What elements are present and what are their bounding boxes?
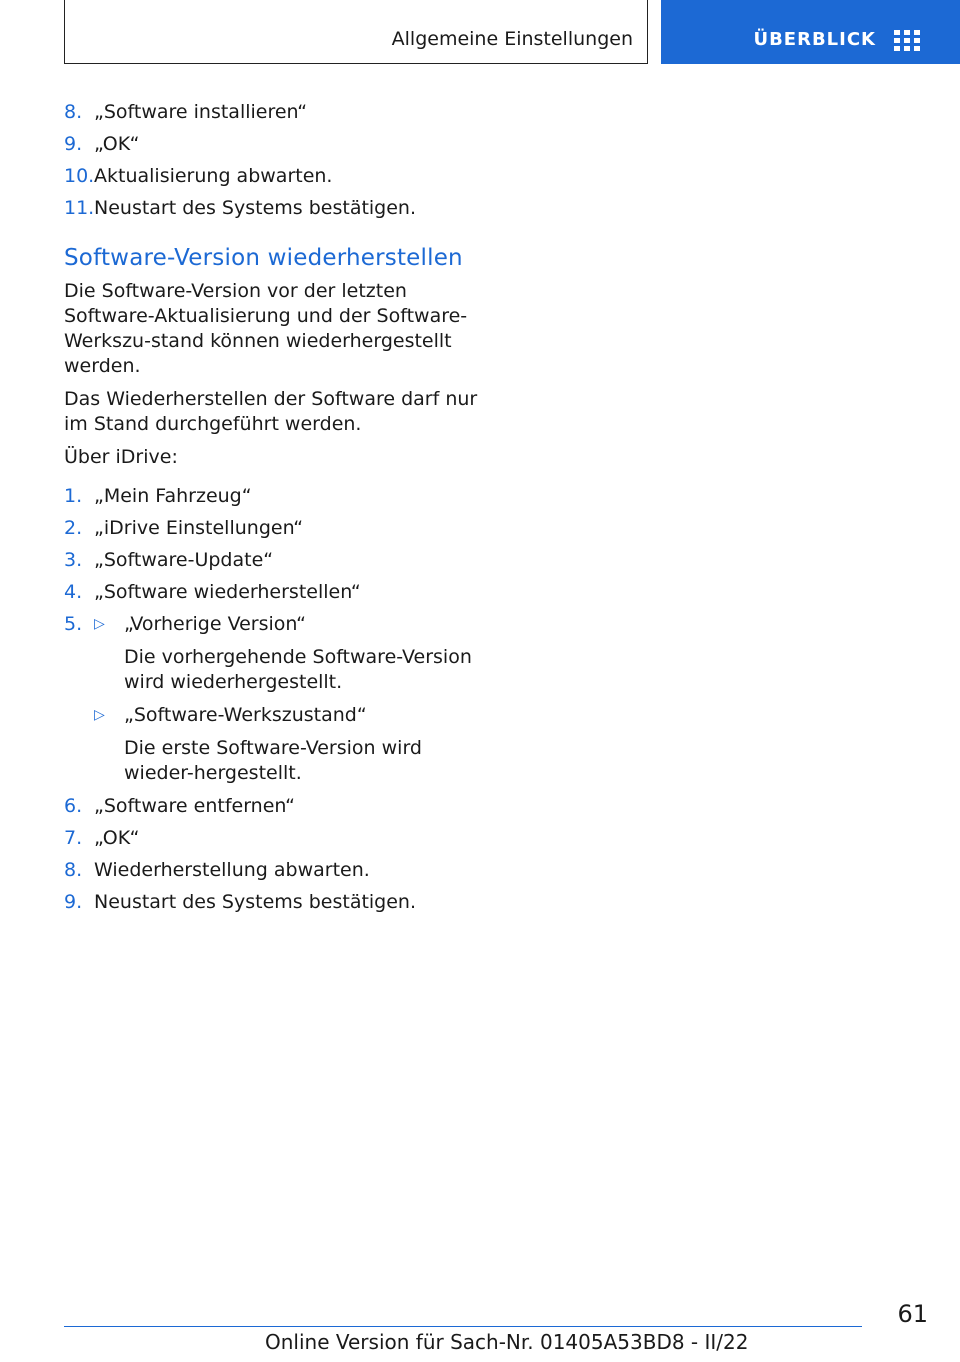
step-number: 9. — [64, 891, 83, 913]
section-paragraph: Die Software-Version vor der letzten Software-Aktualisierung und der Software-Werkszu-stand können wiederhergestellt werden. — [64, 280, 468, 377]
option-label: „Software-Werkszustand“ — [124, 704, 367, 726]
step-text: „iDrive Einstellungen“ — [94, 517, 304, 539]
overview-tab-label: ÜBERBLICK — [753, 29, 876, 50]
top-step-list — [64, 100, 484, 221]
option-description: Die erste Software-Version wird wieder-hergestellt. — [124, 737, 422, 784]
section-paragraph: Über iDrive: — [64, 446, 178, 468]
step-text: „Software entfernen“ — [94, 795, 295, 817]
step-number: 11. — [64, 197, 95, 219]
step-text: „OK“ — [94, 133, 140, 155]
option-item — [94, 703, 484, 728]
list-item — [64, 580, 484, 605]
step-text: Neustart des Systems bestätigen. — [94, 891, 417, 913]
list-item — [64, 164, 484, 189]
step-text: „Mein Fahrzeug“ — [94, 485, 252, 507]
option-label: „Vorherige Version“ — [124, 613, 306, 635]
list-item — [64, 794, 484, 819]
list-item — [64, 100, 484, 125]
option-description: Die vorhergehende Software-Version wird wiederhergestellt. — [124, 646, 472, 693]
step-number: 6. — [64, 795, 83, 817]
list-item — [64, 612, 484, 786]
list-item — [64, 548, 484, 573]
step-number: 7. — [64, 827, 83, 849]
footer-divider — [64, 1326, 862, 1327]
chapter-title: Allgemeine Einstellungen — [391, 28, 633, 50]
list-item — [64, 196, 484, 221]
step-text: Aktualisierung abwarten. — [94, 165, 333, 187]
section-paragraph: Das Wiederherstellen der Software darf nur im Stand durchgeführt werden. — [64, 388, 478, 435]
list-item — [64, 890, 484, 915]
header-section-box — [64, 0, 648, 64]
overview-tab[interactable] — [661, 0, 960, 64]
step-number: 4. — [64, 581, 83, 603]
option-list — [94, 612, 484, 786]
step-number: 2. — [64, 517, 83, 539]
step-number: 8. — [64, 101, 83, 123]
list-item — [64, 484, 484, 509]
triangle-bullet-icon: ▷ — [94, 616, 105, 632]
step-number: 9. — [64, 133, 83, 155]
page-number: 61 — [897, 1300, 928, 1328]
restore-step-list — [64, 484, 484, 915]
step-text: Neustart des Systems bestätigen. — [94, 197, 417, 219]
step-number: 8. — [64, 859, 83, 881]
step-number: 3. — [64, 549, 83, 571]
list-item — [64, 516, 484, 541]
step-text: Wiederherstellung abwarten. — [94, 859, 370, 881]
step-text: „OK“ — [94, 827, 140, 849]
step-number: 5. — [64, 613, 83, 635]
step-text: „Software wiederherstellen“ — [94, 581, 361, 603]
list-item — [64, 132, 484, 157]
list-item — [64, 858, 484, 883]
triangle-bullet-icon: ▷ — [94, 707, 105, 723]
footer-text: Online Version für Sach-Nr. 01405A53BD8 - II/22 — [265, 1330, 749, 1354]
page-content — [64, 100, 484, 922]
step-text: „Software-Update“ — [94, 549, 274, 571]
step-number: 1. — [64, 485, 83, 507]
step-number: 10. — [64, 165, 95, 187]
option-item — [94, 612, 484, 637]
grid-icon — [894, 30, 920, 52]
list-item — [64, 826, 484, 851]
step-text: „Software installieren“ — [94, 101, 308, 123]
section-heading: Software-Version wiederherstellen — [64, 245, 463, 271]
